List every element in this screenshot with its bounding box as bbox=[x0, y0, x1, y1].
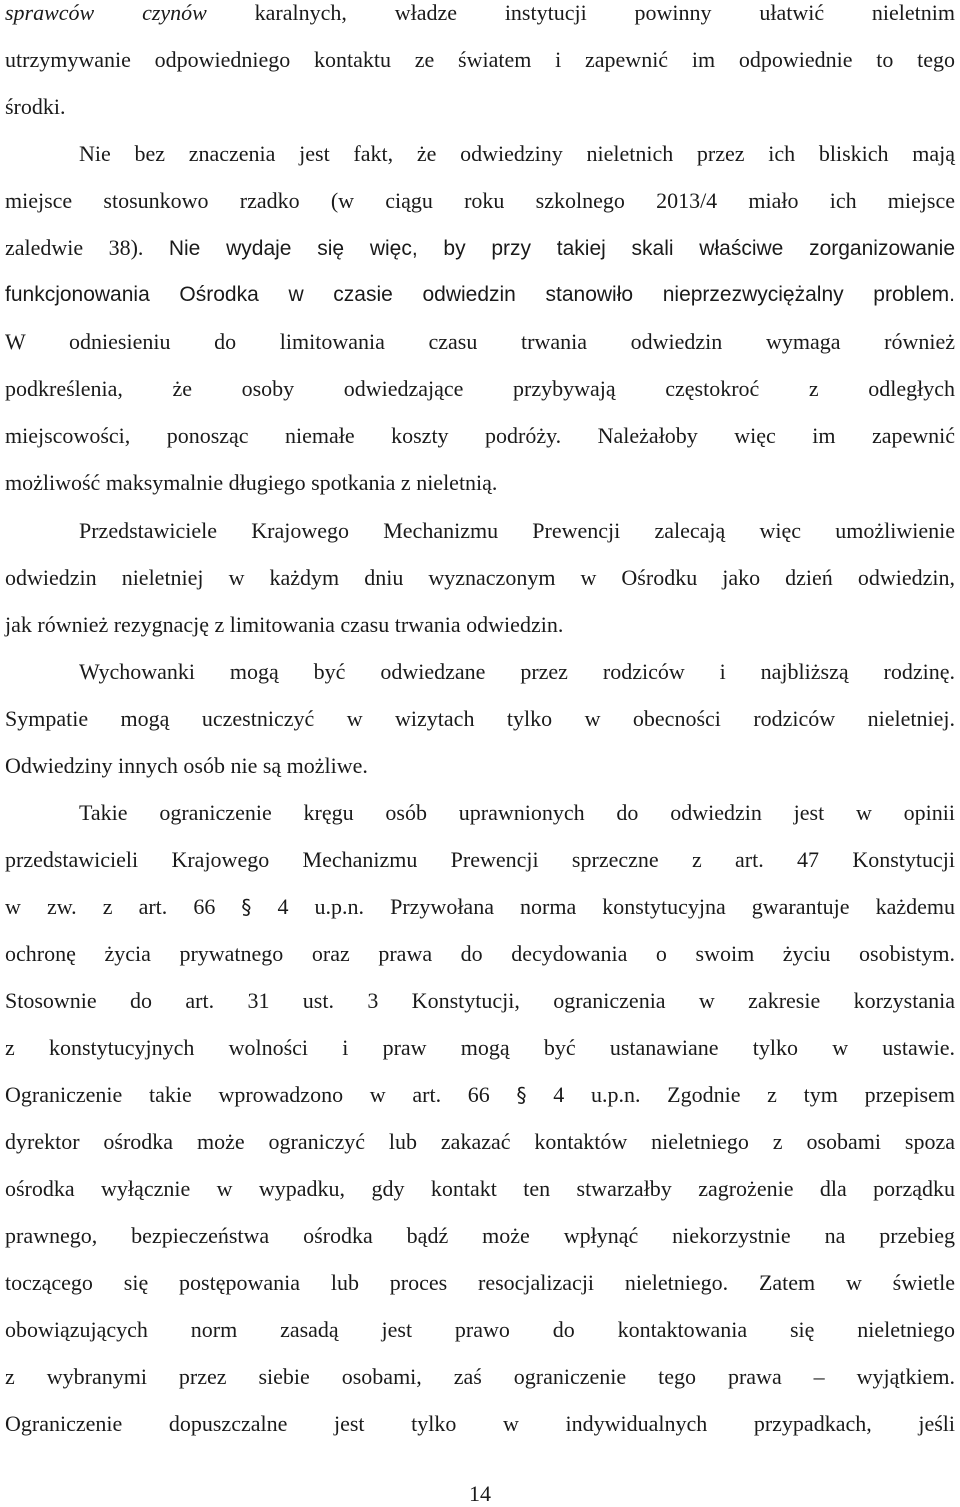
text-run: zaledwie 38). bbox=[5, 235, 169, 260]
text-line: Stosownie do art. 31 ust. 3 Konstytucji, ograniczenia w zakresie korzystania bbox=[5, 988, 955, 1013]
text-line: podkreślenia, że osoby odwiedzające przybywają częstokroć z odległych bbox=[5, 376, 955, 401]
text-line: utrzymywanie odpowiedniego kontaktu ze światem i zapewnić im odpowiednie to tego bbox=[5, 47, 955, 72]
text-line: Nie bez znaczenia jest fakt, że odwiedziny nieletnich przez ich bliskich mają bbox=[79, 141, 955, 166]
text-run: karalnych, władze instytucji powinny ułatwić nieletnim bbox=[206, 0, 956, 25]
text-line: obowiązujących norm zasadą jest prawo do kontaktowania się nieletniego bbox=[5, 1317, 955, 1342]
text-run: 4 u.p.n. Przywołana norma konstytucyjna gwarantuje każdemu bbox=[251, 894, 955, 919]
text-line: Sympatie mogą uczestniczyć w wizytach tylko w obecności rodziców nieletniej. bbox=[5, 706, 955, 731]
text-line: przedstawicieli Krajowego Mechanizmu Prewencji sprzeczne z art. 47 Konstytucji bbox=[5, 847, 955, 872]
text-line: prawnego, bezpieczeństwa ośrodka bądź może wpłynąć niekorzystnie na przebieg bbox=[5, 1223, 955, 1248]
text-run: Ograniczenie takie wprowadzono w art. 66 bbox=[5, 1082, 517, 1107]
text-line: Wychowanki mogą być odwiedzane przez rodziców i najbliższą rodzinę. bbox=[79, 659, 955, 684]
text-line: możliwość maksymalnie długiego spotkania z nieletnią. bbox=[5, 470, 498, 495]
text-line bbox=[5, 0, 955, 26]
text-run: Nie wydaje się więc, by przy takiej skali właściwe zorganizowanie bbox=[168, 237, 955, 260]
text-line bbox=[5, 894, 955, 920]
section-sign: § bbox=[516, 1083, 527, 1107]
text-run: w zw. z art. 66 bbox=[5, 894, 242, 919]
text-line: Ograniczenie dopuszczalne jest tylko w indywidualnych przypadkach, jeśli bbox=[5, 1411, 955, 1436]
text-line: Takie ograniczenie kręgu osób uprawnionych do odwiedzin jest w opinii bbox=[79, 800, 955, 825]
text-line: środki. bbox=[5, 94, 66, 119]
italic-text: sprawców bbox=[5, 0, 95, 25]
text-line: Odwiedziny innych osób nie są możliwe. bbox=[5, 753, 368, 778]
text-line: miejsce stosunkowo rzadko (w ciągu roku szkolnego 2013/4 miało ich miejsce bbox=[5, 188, 955, 213]
page-number: 14 bbox=[469, 1481, 491, 1506]
text-line: Przedstawiciele Krajowego Mechanizmu Prewencji zalecają więc umożliwienie bbox=[79, 518, 955, 543]
text-run: 4 u.p.n. Zgodnie z tym przepisem bbox=[526, 1082, 955, 1107]
text-line: ochronę życia prywatnego oraz prawa do decydowania o swoim życiu osobistym. bbox=[5, 941, 955, 966]
text-line: funkcjonowania Ośrodka w czasie odwiedzin stanowiło nieprzezwyciężalny problem. bbox=[5, 283, 955, 306]
section-sign: § bbox=[241, 895, 252, 919]
text-line: toczącego się postępowania lub proces resocjalizacji nieletniego. Zatem w świetle bbox=[5, 1270, 955, 1295]
text-line: jak również rezygnację z limitowania czasu trwania odwiedzin. bbox=[5, 612, 564, 637]
text-line: miejscowości, ponosząc niemałe koszty podróży. Należałoby więc im zapewnić bbox=[5, 423, 955, 448]
text-line: z wybranymi przez siebie osobami, zaś ograniczenie tego prawa – wyjątkiem. bbox=[5, 1364, 955, 1389]
text-line: dyrektor ośrodka może ograniczyć lub zakazać kontaktów nieletniego z osobami spoza bbox=[5, 1129, 955, 1154]
italic-text: czynów bbox=[94, 0, 207, 25]
text-line bbox=[5, 1082, 955, 1108]
text-line: W odniesieniu do limitowania czasu trwania odwiedzin wymaga również bbox=[5, 329, 955, 354]
text-line: z konstytucyjnych wolności i praw mogą być ustanawiane tylko w ustawie. bbox=[5, 1035, 955, 1060]
text-line: odwiedzin nieletniej w każdym dniu wyznaczonym w Ośrodku jako dzień odwiedzin, bbox=[5, 565, 955, 590]
text-line: ośrodka wyłącznie w wypadku, gdy kontakt ten stwarzałby zagrożenie dla porządku bbox=[5, 1176, 955, 1201]
text-line bbox=[5, 235, 955, 262]
